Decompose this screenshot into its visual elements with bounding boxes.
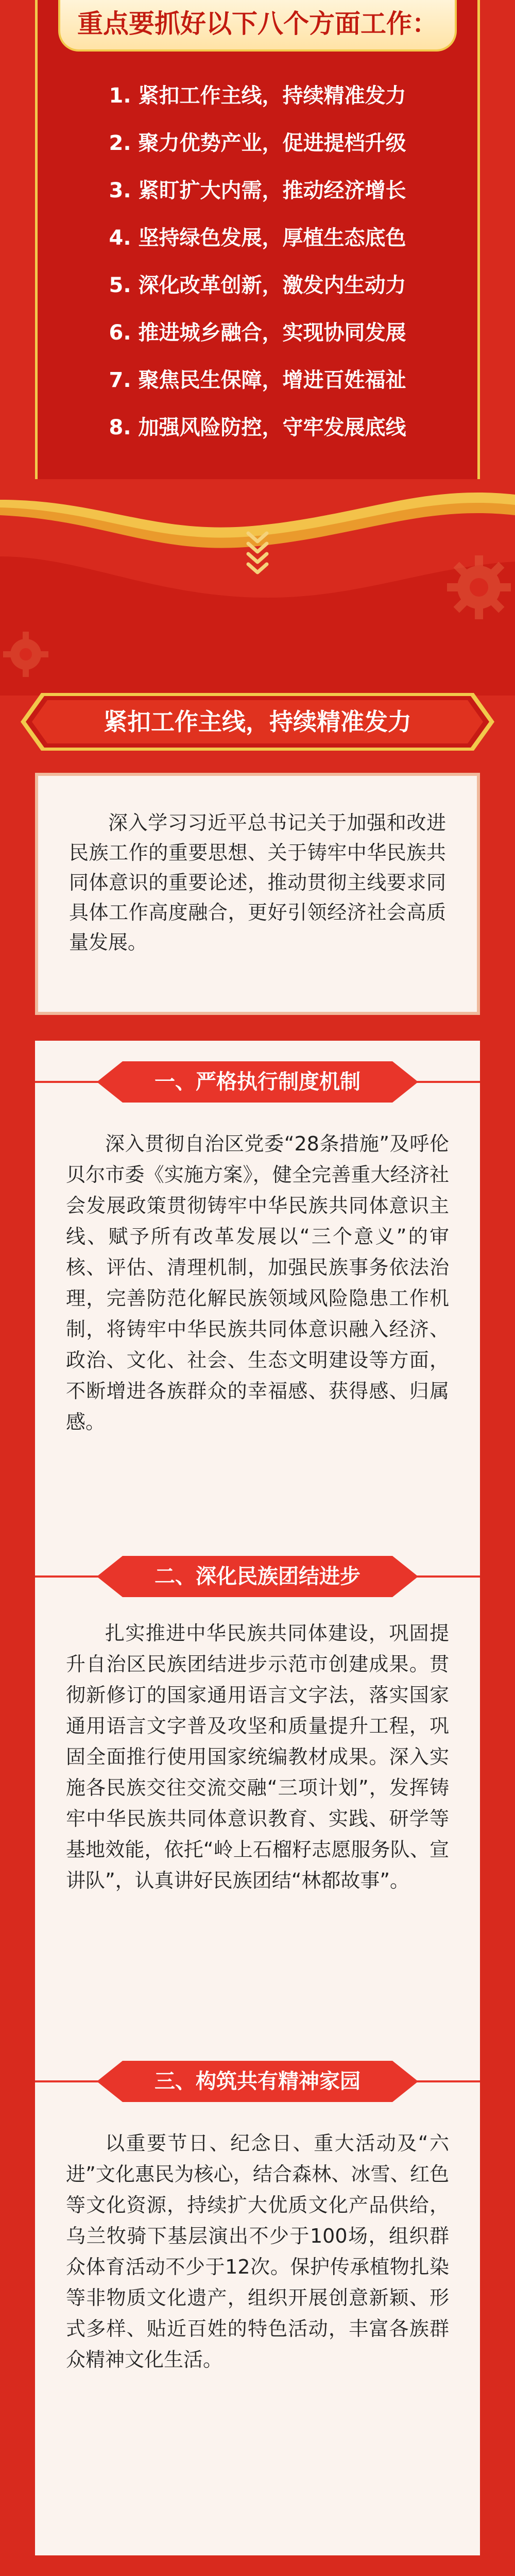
- section-body-3: 以重要节日、纪念日、重大活动及“六进”文化惠民为核心，结合森林、冰雪、红色等文化资源，持续扩大优质文化产品供给，乌兰牧骑下基层演出不少于100场，组织群众体育活动不少于12次。保护传承植物扎染等非物质文化遗产，组织开展创意新颖、形式多样、贴近百姓的特色活动，丰富各族群众精神文化生活。: [66, 2132, 449, 2371]
- task-item: 7. 聚焦民生保障，增进百姓福祉: [109, 368, 406, 392]
- gear-icon: [0, 629, 52, 680]
- section-body-1: 深入贯彻自治区党委“28条措施”及呼伦贝尔市委《实施方案》，健全完善重大经济社会发展政策贯彻铸牢中华民族共同体意识主线、赋予所有改革发展以“三个意义”的审核、评估、清理机制，加强民族事务依法治理，完善防范化解民族领域风险隐患工作机制，将铸牢中华民族共同体意识融入经济、政治、文化、社会、生态文明建设等方面，不断增进各族群众的幸福感、获得感、归属感。: [66, 1132, 449, 1433]
- sub-heading-3: [35, 2061, 480, 2102]
- key-tasks-list: [38, 72, 477, 451]
- task-item: 6. 推进城乡融合，实现协同发展: [109, 321, 406, 345]
- task-item: 1. 紧扣工作主线，持续精准发力: [109, 84, 406, 108]
- intro-box: [35, 773, 480, 1015]
- content-sections: [35, 1041, 480, 2555]
- section-banner: [21, 693, 494, 751]
- task-item: 3. 紧盯扩大内需，推动经济增长: [109, 179, 406, 202]
- key-tasks-title: 重点要抓好以下八个方面工作：: [58, 0, 457, 52]
- task-item: 4. 坚持绿色发展，厚植生态底色: [109, 226, 406, 250]
- wave-decoration: [0, 479, 515, 696]
- task-item: 5. 深化改革创新，激发内生动力: [109, 274, 406, 297]
- chevron-down-icon: [242, 528, 273, 580]
- sub-heading-title: 二、深化民族团结进步: [154, 1565, 360, 1588]
- section-banner-title: 紧扣工作主线，持续精准发力: [104, 708, 411, 736]
- sub-heading-2: [35, 1556, 480, 1597]
- sub-heading-1: [35, 1061, 480, 1103]
- sub-heading-title: 三、构筑共有精神家园: [154, 2070, 360, 2093]
- sub-heading-title: 一、严格执行制度机制: [154, 1070, 360, 1094]
- key-tasks-panel: [35, 0, 480, 479]
- section-body-2: 扎实推进中华民族共同体建设，巩固提升自治区民族团结进步示范市创建成果。贯彻新修订的国家通用语言文字法，落实国家通用语言文字普及攻坚和质量提升工程，巩固全面推行使用国家统编教材成果。深入实施各民族交往交流交融“三项计划”，发挥铸牢中华民族共同体意识教育、实践、研学等基地效能，依托“岭上石榴籽志愿服务队、宣讲队”，认真讲好民族团结“林都故事”。: [66, 1622, 449, 1892]
- gear-icon: [443, 551, 515, 623]
- intro-text: 深入学习习近平总书记关于加强和改进民族工作的重要思想、关于铸牢中华民族共同体意识的重要论述，推动贯彻主线要求同具体工作高度融合，更好引领经济社会高质量发展。: [69, 811, 446, 954]
- task-item: 2. 聚力优势产业，促进提档升级: [109, 131, 406, 155]
- task-item: 8. 加强风险防控，守牢发展底线: [109, 416, 406, 439]
